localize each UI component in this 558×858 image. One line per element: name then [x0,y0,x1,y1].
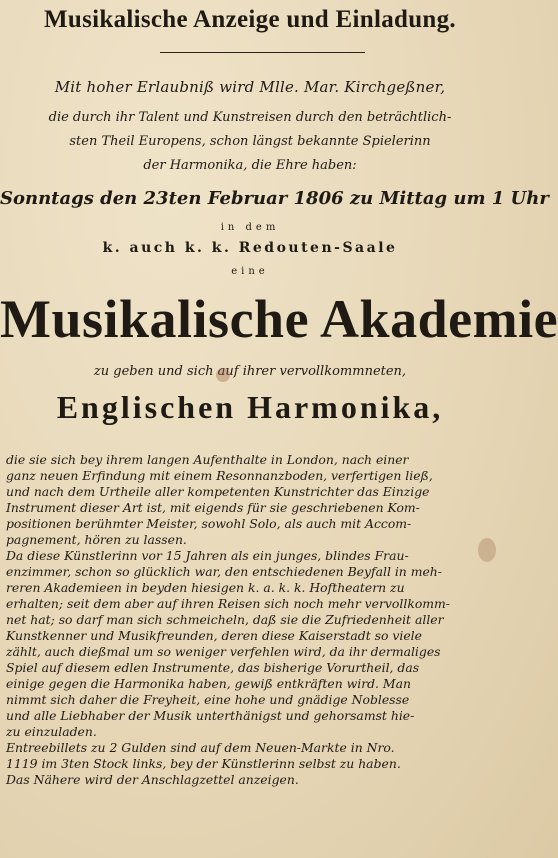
body-line: und alle Liebhaber der Musik unterthänigst und gehorsamst hie- [6,708,415,723]
venue-name: k. auch k. k. Redouten-Saale [102,240,398,256]
paper-stain [216,368,230,382]
body-line: erhalten; seit dem aber auf ihren Reisen sich noch mehr vervollkomm- [6,596,450,611]
body-line: und nach dem Urtheile aller kompetenten Kunstrichter das Einzige [6,484,430,499]
body-line: positionen berühmter Meister, sowohl Solo, als auch mit Accom- [6,516,412,531]
in-dem-text: in dem [220,222,280,233]
body-line: ganz neuen Erfindung mit einem Resonnanzboden, verfertigen ließ, [6,468,433,483]
body-line: die sie sich bey ihrem langen Aufenthalte in London, nach einer [6,452,409,467]
body-line: enzimmer, schon so glücklich war, den entschiedenen Beyfall in meh- [6,564,442,579]
body-line: Entreebillets zu 2 Gulden sind auf dem Neuen-Markte in Nro. [6,740,395,755]
title-divider [160,52,365,53]
instrument-heading: Englischen Harmonika, [56,389,444,425]
body-line: nimmt sich daher die Freyheit, eine hohe und gnädige Noblesse [6,692,410,707]
body-line: zu einzuladen. [6,724,97,739]
body-line: Instrument dieser Art ist, mit eigends für sie geschriebenen Kom- [6,500,420,515]
document-title: Musikalische Anzeige und Einladung. [43,6,456,33]
body-line: 1119 im 3ten Stock links, bey der Künstlerinn selbst zu haben. [6,756,401,771]
body-line: zählt, auch dießmal um so weniger verfehlen wird, da ihr dermaliges [6,644,441,659]
event-date: Sonntags den 23ten Februar 1806 zu Mittag um 1 Uhr [0,188,549,209]
body-line: Da diese Künstlerinn vor 15 Jahren als ein junges, blindes Frau- [6,548,409,563]
sub-heading: zu geben und sich auf ihrer vervollkommneten, [93,364,407,379]
intro-line-3: sten Theil Europens, schon längst bekannte Spielerinn [69,134,431,149]
body-line: Kunstkenner und Musikfreunden, deren diese Kaiserstadt so viele [6,628,422,643]
body-line: reren Akademieen in beyden hiesigen k. a. k. k. Hoftheatern zu [6,580,405,595]
body-line: Spiel auf diesem edlen Instrumente, das bisherige Vorurtheil, das [6,660,420,675]
body-line: net hat; so darf man sich schmeicheln, daß sie die Zufriedenheit aller [6,612,444,627]
main-heading: Musikalische Akademie [0,289,558,349]
body-text [6,452,484,788]
paper-stain [478,538,496,562]
body-line: Das Nähere wird der Anschlagzettel anzeigen. [6,772,299,787]
body-line: einige gegen die Harmonika haben, gewiß entkräften wird. Man [6,676,411,691]
intro-line-1: Mit hoher Erlaubniß wird Mlle. Mar. Kirchgeßner, [54,78,446,96]
intro-line-2: die durch ihr Talent und Kunstreisen durch den beträchtlich- [48,110,452,125]
intro-line-4: der Harmonika, die Ehre haben: [143,158,357,173]
eine-text: eine [231,266,269,277]
body-line: pagnement, hören zu lassen. [6,532,187,547]
